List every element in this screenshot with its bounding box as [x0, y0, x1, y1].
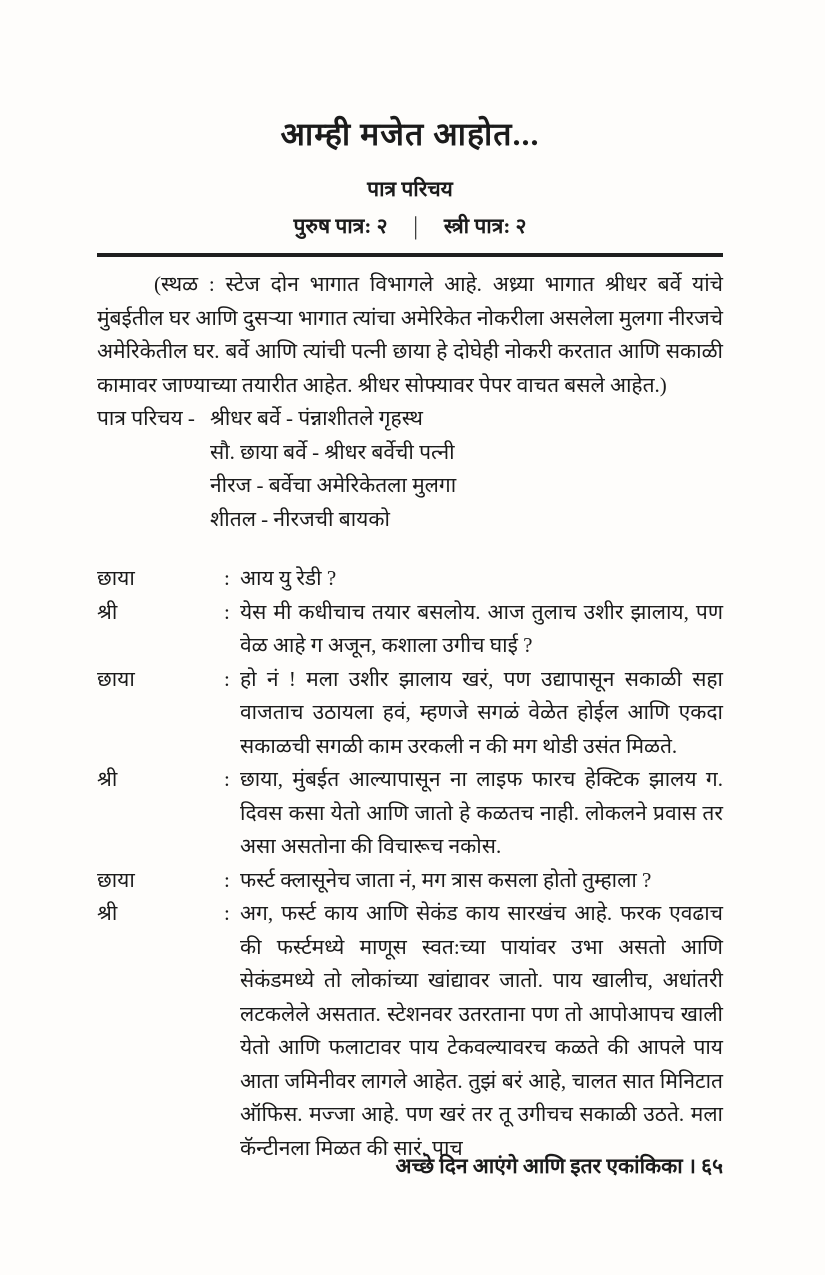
speaker-name: श्री: [97, 901, 118, 925]
cast-block: [97, 402, 723, 536]
speaker-colon: :: [224, 901, 230, 925]
speaker-colon: :: [224, 599, 230, 624]
dialogue-text: फर्स्ट क्लासूनेच जाता नं, मग त्रास कसला होतो तुम्हाला ?: [240, 867, 652, 892]
female-cast-count: स्त्री पात्र: २: [443, 214, 527, 238]
dialogue-list: [97, 562, 723, 1165]
dialogue-text: अग, फर्स्ट काय आणि सेकंड काय सारखंच आहे. फरक एवढाच की फर्स्टमध्ये माणूस स्वत:च्या पायांवर उभा असतो आणि सेकंडमध्ये तो लोकांच्या खांद्यावर जातो. पाय खालीच, अधांतरी लटकलेले असतात. स्टेशनवर उतरताना पण तो आपोआपच खाली येतो आणि फलाटावर पाय टेकवल्यावरच कळते की आपले पाय आता जमिनीवर लागले आहेत. तुझं बरं आहे, चालत सात मिनिटात ऑफिस. मज्जा आहे. पण खरं तर तू उगीचच सकाळी उठते. मला कॅन्टीनला मिळत की सारं. पाच: [240, 901, 723, 1160]
page-title: आम्ही मजेत आहोत...: [280, 116, 540, 152]
speaker-name: छाया: [97, 566, 135, 590]
speaker-name: श्री: [97, 767, 118, 791]
dialogue-row: [97, 864, 723, 898]
dialogue-row: [97, 596, 723, 663]
speaker-name: श्री: [97, 599, 118, 624]
dialogue-text: येस मी कधीचाच तयार बसलोय. आज तुलाच उशीर झालाय, पण वेळ आहे ग अजून, कशाला उगीच घाई ?: [240, 599, 723, 657]
horizontal-rule: [97, 253, 723, 257]
speaker-colon: :: [224, 867, 230, 892]
speaker-name: छाया: [97, 666, 135, 691]
cast-counts: [97, 212, 723, 240]
cast-line: शीतल - नीरजची बायको: [210, 506, 390, 531]
dialogue-row: [97, 897, 723, 1165]
cast-list: [210, 402, 723, 536]
dialogue-text: हो नं ! मला उशीर झालाय खरं, पण उद्यापासून सकाळी सहा वाजताच उठायला हवं, म्हणजे सगळं वेळेत होईल आणि एकदा सकाळची सगळी काम उरकली न की मग थोडी उसंत मिळते.: [240, 666, 723, 758]
dialogue-text: आय यु रेडी ?: [240, 566, 337, 590]
speaker-colon: :: [224, 666, 230, 691]
page-content: [97, 0, 723, 1165]
speaker-colon: :: [224, 566, 230, 590]
cast-label: पात्र परिचय -: [97, 406, 195, 430]
page-footer: अच्छे दिन आएंगे आणि इतर एकांकिका । ६५: [395, 1154, 723, 1178]
dialogue-text: छाया, मुंबईत आल्यापासून ना लाइफ फारच हेक्टिक झालय ग. दिवस कसा येतो आणि जातो हे कळतच नाही. लोकलने प्रवास तर असा असतोना की विचारूच नकोस.: [240, 767, 723, 858]
dialogue-row: [97, 562, 723, 596]
stage-direction: (स्थळ : स्टेज दोन भागात विभागले आहे. अध्र्या भागात श्रीधर बर्वे यांचे मुंबईतील घर आणि दुसऱ्या भागात त्यांचा अमेरिकेत नोकरीला असलेला मुलगा नीरजचे अमेरिकेतील घर. बर्वे आणि त्यांची पत्नी छाया हे दोघेही नोकरी करतात आणि सकाळी कामावर जाण्याच्या तयारीत आहेत. श्रीधर सोफ्यावर पेपर वाचत बसले आहेत.): [97, 272, 723, 397]
dialogue-row: [97, 763, 723, 864]
cast-count-divider: |: [413, 211, 418, 240]
male-cast-count: पुरुष पात्र: २: [293, 214, 388, 238]
dialogue-row: [97, 663, 723, 764]
cast-line: श्रीधर बर्वे - पंन्नाशीतले गृहस्थ: [210, 406, 423, 430]
section-subtitle: पात्र परिचय: [367, 177, 453, 201]
speaker-name: छाया: [97, 867, 135, 892]
speaker-colon: :: [224, 767, 230, 791]
cast-line: नीरज - बर्वेचा अमेरिकेतला मुलगा: [210, 473, 457, 497]
cast-line: सौ. छाया बर्वे - श्रीधर बर्वेची पत्नी: [210, 439, 455, 464]
